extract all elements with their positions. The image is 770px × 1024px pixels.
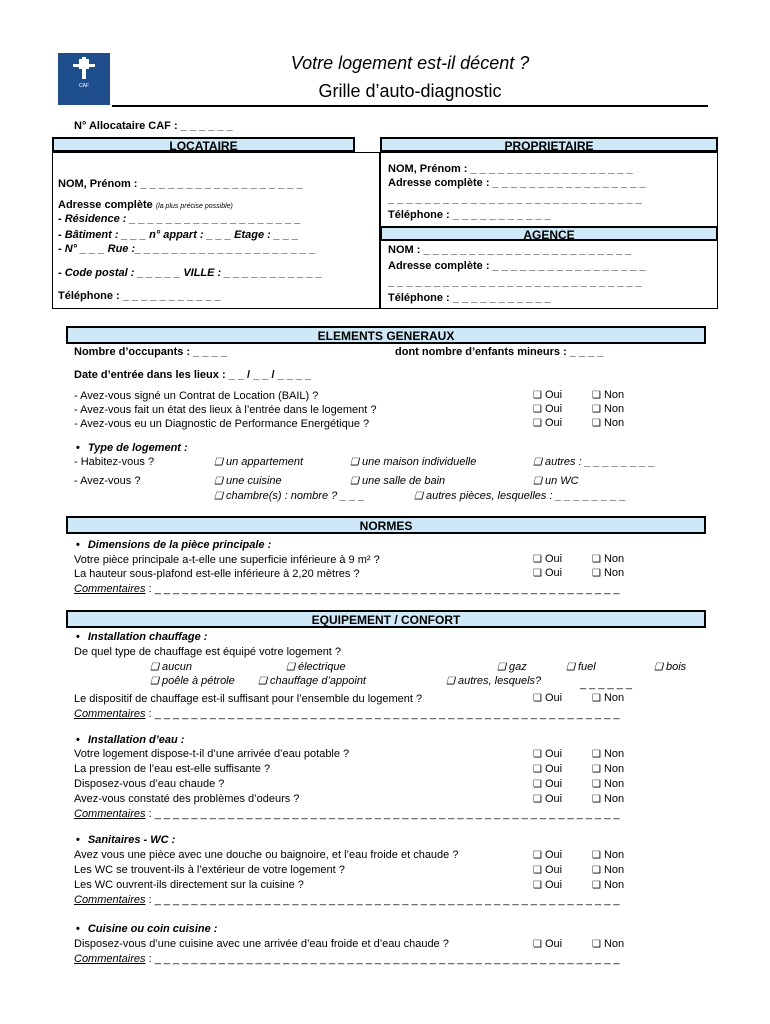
- opt-maison[interactable]: ❑ une maison individuelle: [350, 456, 476, 468]
- agence-nom[interactable]: NOM : _ _ _ _ _ _ _ _ _ _ _ _ _ _ _ _ _ _ _ _ _ _ _: [388, 244, 632, 256]
- suffisant-oui[interactable]: ❑ Oui: [533, 692, 562, 704]
- pression-oui[interactable]: ❑ Oui: [533, 763, 562, 775]
- bail-oui[interactable]: ❑ Oui: [533, 389, 562, 401]
- autres-chauffage-line[interactable]: _ _ _ _ _ _: [580, 678, 632, 690]
- page-title: Votre logement est-il décent ?: [290, 53, 530, 73]
- locataire-nom[interactable]: NOM, Prénom : _ _ _ _ _ _ _ _ _ _ _ _ _ _ _ _ _ _: [58, 178, 303, 190]
- locataire-adresse-label: [58, 199, 233, 211]
- agence-tel[interactable]: Téléphone : _ _ _ _ _ _ _ _ _ _ _: [388, 292, 551, 304]
- proprietaire-adresse[interactable]: Adresse complète : _ _ _ _ _ _ _ _ _ _ _ _ _ _ _ _ _: [388, 177, 646, 189]
- adresse-note: (la plus précise possible): [155, 203, 233, 210]
- eau-potable-oui[interactable]: ❑ Oui: [533, 748, 562, 760]
- q-wc-exterieur: Les WC se trouvent-ils à l’extérieur de votre logement ?: [74, 864, 345, 876]
- proprietaire-adresse2[interactable]: _ _ _ _ _ _ _ _ _ _ _ _ _ _ _ _ _ _ _ _ _ _ _ _ _ _ _ _: [388, 193, 642, 205]
- cuisine-eau-oui[interactable]: ❑ Oui: [533, 938, 562, 950]
- q-pression: La pression de l’eau est-elle suffisante ?: [74, 763, 271, 775]
- q-wc-cuisine: Les WC ouvrent-ils directement sur la cuisine ?: [74, 879, 304, 891]
- hauteur-oui[interactable]: ❑ Oui: [533, 567, 562, 579]
- adresse-label: Adresse complète: [58, 199, 153, 211]
- opt-electrique[interactable]: ❑ électrique: [286, 661, 346, 673]
- equipement-header: EQUIPEMENT / CONFORT: [66, 610, 706, 628]
- q-suffisant: Le dispositif de chauffage est-il suffisant pour l’ensemble du logement ?: [74, 693, 423, 705]
- opt-sdb[interactable]: ❑ une salle de bain: [350, 475, 445, 487]
- caf-emblem-icon: [70, 57, 98, 79]
- comment-line: : _ _ _ _ _ _ _ _ _ _ _ _ _ _ _ _ _ _ _ _ _ _ _ _ _ _ _ _ _ _ _ _ _ _ _ _ _ _ _ _ _ _ _ _ _ _ _ _ _ _ _: [148, 708, 620, 720]
- q-cuisine-eau: Disposez-vous d’une cuisine avec une arrivée d’eau froide et d’eau chaude ?: [74, 938, 449, 950]
- q-bail: - Avez-vous signé un Contrat de Location (BAIL) ?: [74, 390, 319, 402]
- cuisine-title: • Cuisine ou coin cuisine :: [76, 923, 217, 935]
- opt-fuel[interactable]: ❑ fuel: [566, 661, 596, 673]
- q-etat-lieux: - Avez-vous fait un état des lieux à l’entrée dans le logement ?: [74, 404, 377, 416]
- locataire-cp[interactable]: - Code postal : _ _ _ _ _ VILLE : _ _ _ _ _ _ _ _ _ _ _: [58, 267, 323, 279]
- opt-aucun[interactable]: ❑ aucun: [150, 661, 192, 673]
- locataire-header: LOCATAIRE: [52, 137, 355, 152]
- proprietaire-nom[interactable]: NOM, Prénom : _ _ _ _ _ _ _ _ _ _ _ _ _ _ _ _ _ _: [388, 163, 633, 175]
- habitez-label: - Habitez-vous ?: [74, 456, 155, 468]
- normes-header: NORMES: [66, 516, 706, 534]
- locataire-tel[interactable]: Téléphone : _ _ _ _ _ _ _ _ _ _ _: [58, 290, 221, 302]
- caf-logo: [58, 53, 110, 105]
- opt-chambres[interactable]: ❑ chambre(s) : nombre ? _ _ _: [214, 490, 365, 502]
- type-logement-title: • Type de logement :: [76, 442, 188, 454]
- eau-title: • Installation d’eau :: [76, 734, 184, 746]
- q-eau-potable: Votre logement dispose-t-il d’une arrivée d’eau potable ?: [74, 748, 350, 760]
- cuisine-comment[interactable]: [74, 953, 620, 965]
- comment-line: : _ _ _ _ _ _ _ _ _ _ _ _ _ _ _ _ _ _ _ _ _ _ _ _ _ _ _ _ _ _ _ _ _ _ _ _ _ _ _ _ _ _ _ _ _ _ _ _ _ _ _: [148, 953, 620, 965]
- wc-exterieur-non[interactable]: ❑ Non: [592, 864, 624, 876]
- proprietaire-header: PROPRIETAIRE: [380, 137, 718, 152]
- comment-label: Commentaires: [74, 894, 146, 906]
- q-douche: Avez vous une pièce avec une douche ou baignoire, et l’eau froide et chaude ?: [74, 849, 459, 861]
- sanitaires-title: • Sanitaires - WC :: [76, 834, 175, 846]
- bail-non[interactable]: ❑ Non: [592, 389, 624, 401]
- superficie-oui[interactable]: ❑ Oui: [533, 553, 562, 565]
- dpe-oui[interactable]: ❑ Oui: [533, 417, 562, 429]
- q-odeurs: Avez-vous constaté des problèmes d’odeurs ?: [74, 793, 300, 805]
- douche-oui[interactable]: ❑ Oui: [533, 849, 562, 861]
- q-chauffage: De quel type de chauffage est équipé votre logement ?: [74, 646, 342, 658]
- allocataire-field[interactable]: N° Allocataire CAF : _ _ _ _ _ _: [74, 120, 233, 132]
- opt-autres-pieces[interactable]: ❑ autres pièces, lesquelles : _ _ _ _ _ _ _ _: [414, 490, 626, 502]
- comment-line: : _ _ _ _ _ _ _ _ _ _ _ _ _ _ _ _ _ _ _ _ _ _ _ _ _ _ _ _ _ _ _ _ _ _ _ _ _ _ _ _ _ _ _ _ _ _ _ _ _ _ _: [148, 808, 620, 820]
- pression-non[interactable]: ❑ Non: [592, 763, 624, 775]
- proprietaire-tel[interactable]: Téléphone : _ _ _ _ _ _ _ _ _ _ _: [388, 209, 551, 221]
- wc-cuisine-oui[interactable]: ❑ Oui: [533, 879, 562, 891]
- odeurs-non[interactable]: ❑ Non: [592, 793, 624, 805]
- douche-non[interactable]: ❑ Non: [592, 849, 624, 861]
- opt-appartement[interactable]: ❑ un appartement: [214, 456, 303, 468]
- avezvous-label: - Avez-vous ?: [74, 475, 141, 487]
- comment-label: Commentaires: [74, 953, 146, 965]
- opt-autres[interactable]: ❑ autres : _ _ _ _ _ _ _ _: [533, 456, 655, 468]
- opt-gaz[interactable]: ❑ gaz: [497, 661, 527, 673]
- eau-chaude-non[interactable]: ❑ Non: [592, 778, 624, 790]
- locataire-residence[interactable]: - Résidence : _ _ _ _ _ _ _ _ _ _ _ _ _ _ _ _ _ _ _: [58, 213, 301, 225]
- enfants-field[interactable]: dont nombre d’enfants mineurs : _ _ _ _: [395, 346, 604, 358]
- opt-appoint[interactable]: ❑ chauffage d’appoint: [258, 675, 366, 687]
- comment-label: Commentaires: [74, 583, 146, 595]
- generaux-header: ELEMENTS GENERAUX: [66, 326, 706, 344]
- opt-autres-chauffage[interactable]: ❑ autres, lesquels?: [446, 675, 541, 687]
- eau-comment[interactable]: [74, 808, 620, 820]
- comment-line: : _ _ _ _ _ _ _ _ _ _ _ _ _ _ _ _ _ _ _ _ _ _ _ _ _ _ _ _ _ _ _ _ _ _ _ _ _ _ _ _ _ _ _ _ _ _ _ _ _ _ _: [148, 894, 620, 906]
- title-rule: [112, 105, 708, 107]
- hauteur-non[interactable]: ❑ Non: [592, 567, 624, 579]
- wc-cuisine-non[interactable]: ❑ Non: [592, 879, 624, 891]
- opt-cuisine[interactable]: ❑ une cuisine: [214, 475, 282, 487]
- page-subtitle: Grille d’auto-diagnostic: [318, 81, 502, 101]
- comment-label: Commentaires: [74, 808, 146, 820]
- q-eau-chaude: Disposez-vous d’eau chaude ?: [74, 778, 225, 790]
- etat-oui[interactable]: ❑ Oui: [533, 403, 562, 415]
- logo-text: CAF: [79, 83, 89, 89]
- opt-wc[interactable]: ❑ un WC: [533, 475, 579, 487]
- agence-header: AGENCE: [380, 226, 718, 241]
- occupants-field[interactable]: Nombre d’occupants : _ _ _ _: [74, 346, 227, 358]
- comment-line: : _ _ _ _ _ _ _ _ _ _ _ _ _ _ _ _ _ _ _ _ _ _ _ _ _ _ _ _ _ _ _ _ _ _ _ _ _ _ _ _ _ _ _ _ _ _ _ _ _ _ _: [148, 583, 620, 595]
- q-hauteur: La hauteur sous-plafond est-elle inférieure à 2,20 mètres ?: [74, 568, 360, 580]
- locataire-batiment[interactable]: - Bâtiment : _ _ _ n° appart : _ _ _ Etage : _ _ _: [58, 229, 299, 241]
- locataire-rue[interactable]: - N° _ _ _ Rue :_ _ _ _ _ _ _ _ _ _ _ _ _ _ _ _ _ _ _ _: [58, 243, 316, 255]
- normes-comment[interactable]: [74, 583, 620, 595]
- agence-adresse[interactable]: Adresse complète : _ _ _ _ _ _ _ _ _ _ _ _ _ _ _ _ _: [388, 260, 646, 272]
- suffisant-non[interactable]: ❑ Non: [592, 692, 624, 704]
- chauffage-comment[interactable]: [74, 708, 620, 720]
- odeurs-oui[interactable]: ❑ Oui: [533, 793, 562, 805]
- dpe-non[interactable]: ❑ Non: [592, 417, 624, 429]
- eau-potable-non[interactable]: ❑ Non: [592, 748, 624, 760]
- chauffage-title: • Installation chauffage :: [76, 631, 207, 643]
- q-superficie: Votre pièce principale a-t-elle une superficie inférieure à 9 m² ?: [74, 554, 380, 566]
- superficie-non[interactable]: ❑ Non: [592, 553, 624, 565]
- wc-exterieur-oui[interactable]: ❑ Oui: [533, 864, 562, 876]
- eau-chaude-oui[interactable]: ❑ Oui: [533, 778, 562, 790]
- opt-bois[interactable]: ❑ bois: [654, 661, 686, 673]
- q-dpe: - Avez-vous eu un Diagnostic de Performance Energétique ?: [74, 418, 370, 430]
- date-entree-field[interactable]: Date d’entrée dans les lieux : _ _ / _ _ / _ _ _ _: [74, 369, 312, 381]
- opt-poele[interactable]: ❑ poêle à pétrole: [150, 675, 235, 687]
- dimensions-title: • Dimensions de la pièce principale :: [76, 539, 271, 551]
- etat-non[interactable]: ❑ Non: [592, 403, 624, 415]
- comment-label: Commentaires: [74, 708, 146, 720]
- agence-adresse2[interactable]: _ _ _ _ _ _ _ _ _ _ _ _ _ _ _ _ _ _ _ _ _ _ _ _ _ _ _ _: [388, 276, 642, 288]
- sanitaires-comment[interactable]: [74, 894, 620, 906]
- cuisine-eau-non[interactable]: ❑ Non: [592, 938, 624, 950]
